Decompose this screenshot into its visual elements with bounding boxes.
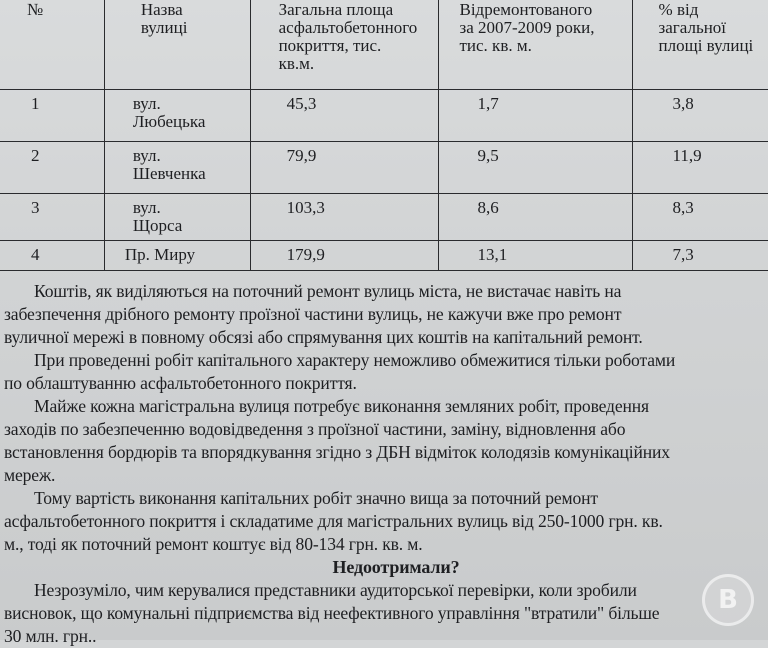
table-row — [0, 90, 768, 142]
cell-repaired: 13,1 — [439, 241, 632, 271]
text-line: встановлення бордюрів та впорядкування згідно з ДБН відміток колодязів комунікаційних — [4, 442, 670, 462]
cell-percent: 11,9 — [632, 142, 768, 194]
cell-percent: 3,8 — [632, 90, 768, 142]
text-line: по облаштуванню асфальтобетонного покриття. — [4, 373, 357, 393]
cell-street: Пр. Миру — [104, 241, 250, 271]
cell-total-area: 103,3 — [250, 194, 439, 241]
text-line: Коштів, як виділяються на поточний ремонт вулиць міста, не вистачає навіть на — [34, 281, 622, 301]
text-line: Майже кожна магістральна вулиця потребує виконання земляних робіт, проведення — [34, 396, 649, 416]
text-line: асфальтобетонного покриття і складатиме для магістральних вулиць від 250-1000 грн. кв. — [4, 511, 663, 531]
paragraph-funding — [4, 280, 768, 349]
col-header-percent: % від загальної площі вулиці — [632, 0, 768, 90]
col-header-total-area: Загальна площа асфальтобетонного покриття, тис. кв.м. — [250, 0, 439, 90]
text-line: м., тоді як поточний ремонт коштує від 80-134 грн. кв. м. — [4, 534, 423, 554]
paragraph-earthworks — [4, 395, 768, 487]
cell-street: вул. Щорса — [104, 194, 250, 241]
cell-total-area: 79,9 — [250, 142, 439, 194]
cell-percent: 8,3 — [632, 194, 768, 241]
cell-number: 2 — [0, 142, 104, 194]
text-line: мереж. — [4, 465, 56, 485]
table-row — [0, 241, 768, 271]
table-row — [0, 142, 768, 194]
section-heading: Недоотримали? — [332, 557, 460, 577]
cell-repaired: 1,7 — [439, 90, 632, 142]
table-header-row — [0, 0, 768, 90]
text-line: заходів по забезпеченню водовідведення з проїзної частини, заміну, відновлення або — [4, 419, 626, 439]
text-line: 30 млн. грн.. — [4, 626, 97, 646]
cell-street: вул. Шевченка — [104, 142, 250, 194]
cell-total-area: 179,9 — [250, 241, 439, 271]
text-line: Незрозуміло, чим керувалися представники аудиторської перевірки, коли зробили — [34, 580, 637, 600]
paragraph-audit — [4, 579, 768, 648]
cell-street: вул. Любецька — [104, 90, 250, 142]
text-line: При проведенні робіт капітального характеру неможливо обмежитися тільки роботами — [34, 350, 676, 370]
text-line: висновок, що комунальні підприємства від неефективного управління "втратили" більше — [4, 603, 660, 623]
article-body — [4, 280, 768, 648]
table-row — [0, 194, 768, 241]
col-header-number: № — [0, 0, 104, 90]
text-line: вуличної мережі в повному обсязі або спрямування цих коштів на капітальний ремонт. — [4, 327, 643, 347]
repair-table — [0, 0, 768, 271]
paragraph-capital-works — [4, 349, 768, 395]
col-header-street: Назва вулиці — [104, 0, 250, 90]
cell-number: 4 — [0, 241, 104, 271]
text-line: забезпечення дрібного ремонту проїзної частини вулиць, не кажучи вже про ремонт — [4, 304, 622, 324]
col-header-repaired: Відремонтованого за 2007-2009 роки, тис. кв. м. — [439, 0, 632, 90]
cell-total-area: 45,3 — [250, 90, 439, 142]
cell-percent: 7,3 — [632, 241, 768, 271]
cell-repaired: 9,5 — [439, 142, 632, 194]
paragraph-cost — [4, 487, 768, 556]
cell-repaired: 8,6 — [439, 194, 632, 241]
publisher-logo-icon: В — [702, 574, 754, 626]
text-line: Тому вартість виконання капітальних робіт значно вища за поточний ремонт — [34, 488, 598, 508]
cell-number: 1 — [0, 90, 104, 142]
cell-number: 3 — [0, 194, 104, 241]
